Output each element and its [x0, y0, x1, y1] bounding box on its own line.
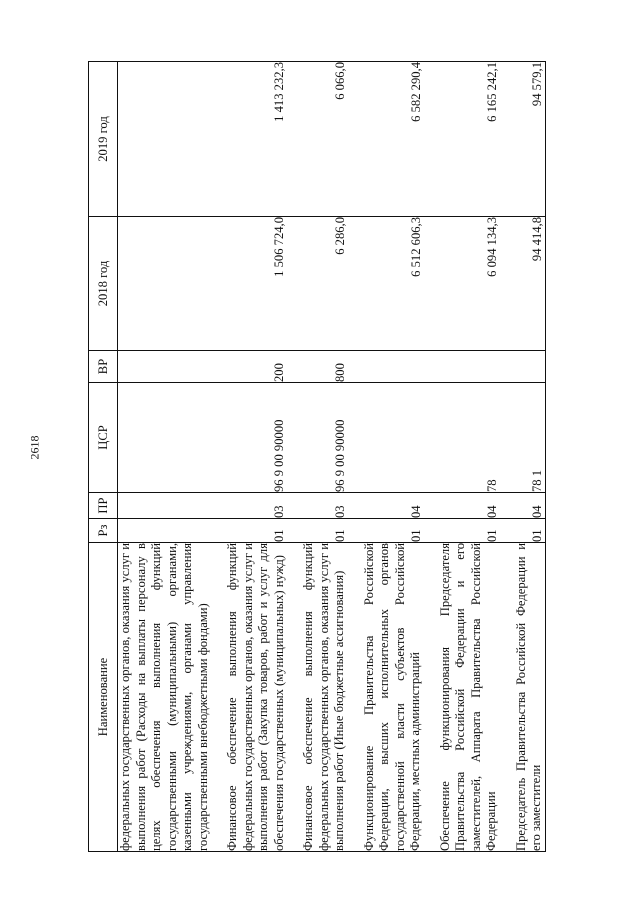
row-rz: 01 [225, 519, 287, 543]
row-rz: 01 [362, 519, 424, 543]
row-2019: 6 066,0 [301, 62, 348, 217]
row-csr: 96 9 00 90000 [301, 383, 348, 493]
row-name-text: Председатель Правительства Российской Федерации и его заместители [513, 543, 543, 851]
row-rz: 01 [514, 519, 546, 543]
row-csr [118, 383, 212, 493]
row-name [514, 543, 546, 852]
row-name-text: Финансовое обеспечение выполнения функций федеральных государственных органов, оказания услуг и выполнения работ (Иные бюджетные ассигнования) [301, 543, 346, 851]
rotated-page-content [88, 62, 600, 852]
row-2019: 6 582 290,4 [362, 62, 424, 217]
row-name [362, 543, 424, 852]
row-pr: 04 [514, 493, 546, 519]
budget-table [88, 61, 546, 852]
row-vr [118, 351, 212, 383]
row-rz: 01 [301, 519, 348, 543]
row-name-text: федеральных государственных органов, оказания услуг и выполнения работ (Расходы на выплаты персоналу в целях обеспечения выполнения функций государственными (муниципальными) органами, казенными учреждениями, органами управления государственными внебюджетными фондами) [118, 543, 210, 851]
row-vr [362, 351, 424, 383]
table-row [362, 62, 424, 852]
row-csr: 96 9 00 90000 [225, 383, 287, 493]
row-vr [514, 351, 546, 383]
row-2018: 94 414,8 [514, 217, 546, 351]
row-csr: 78 [438, 383, 500, 493]
row-2019: 94 579,1 [514, 62, 546, 217]
row-2019 [118, 62, 212, 217]
row-name [438, 543, 500, 852]
header-vr: ВР [89, 351, 118, 383]
header-rz: Рз [89, 519, 118, 543]
row-csr [362, 383, 424, 493]
row-vr [438, 351, 500, 383]
row-rz [118, 519, 212, 543]
page-number: 2618 [27, 435, 42, 460]
row-pr [118, 493, 212, 519]
row-name [301, 543, 348, 852]
row-2018 [118, 217, 212, 351]
row-pr: 03 [301, 493, 348, 519]
row-pr: 03 [225, 493, 287, 519]
row-2018: 6 512 606,3 [362, 217, 424, 351]
row-pr: 04 [362, 493, 424, 519]
row-pr: 04 [438, 493, 500, 519]
header-pr: ПР [89, 493, 118, 519]
row-2019: 6 165 242,1 [438, 62, 500, 217]
table-row [225, 62, 287, 852]
table-row [438, 62, 500, 852]
row-name [225, 543, 287, 852]
header-name: Наименование [89, 543, 118, 852]
row-name-text: Функционирование Правительства Российской Федерации, высших исполнительных органов государственной власти субъектов Российской Федерации, местных администраций [361, 543, 422, 851]
table-row [514, 62, 546, 852]
row-vr: 200 [225, 351, 287, 383]
row-2018: 1 506 724,0 [225, 217, 287, 351]
row-name-text: Обеспечение функционирования Председателя Правительства Российской Федерации и его заместителей, Аппарата Правительства Российской Федерации [437, 543, 498, 851]
row-csr: 78 1 [514, 383, 546, 493]
row-2019: 1 413 232,3 [225, 62, 287, 217]
header-2018: 2018 год [89, 217, 118, 351]
row-name-text: Финансовое обеспечение выполнения функций федеральных государственных органов, оказания услуг и выполнения работ (Закупка товаров, работ и услуг для обеспечения государственных (муниципальных) нужд) [225, 543, 286, 851]
row-rz: 01 [438, 519, 500, 543]
row-name [118, 543, 212, 852]
table-header-row [89, 62, 118, 852]
header-csr: ЦСР [89, 383, 118, 493]
table-row [118, 62, 212, 852]
row-2018: 6 286,0 [301, 217, 348, 351]
row-2018: 6 094 134,3 [438, 217, 500, 351]
header-2019: 2019 год [89, 62, 118, 217]
table-row [301, 62, 348, 852]
row-vr: 800 [301, 351, 348, 383]
